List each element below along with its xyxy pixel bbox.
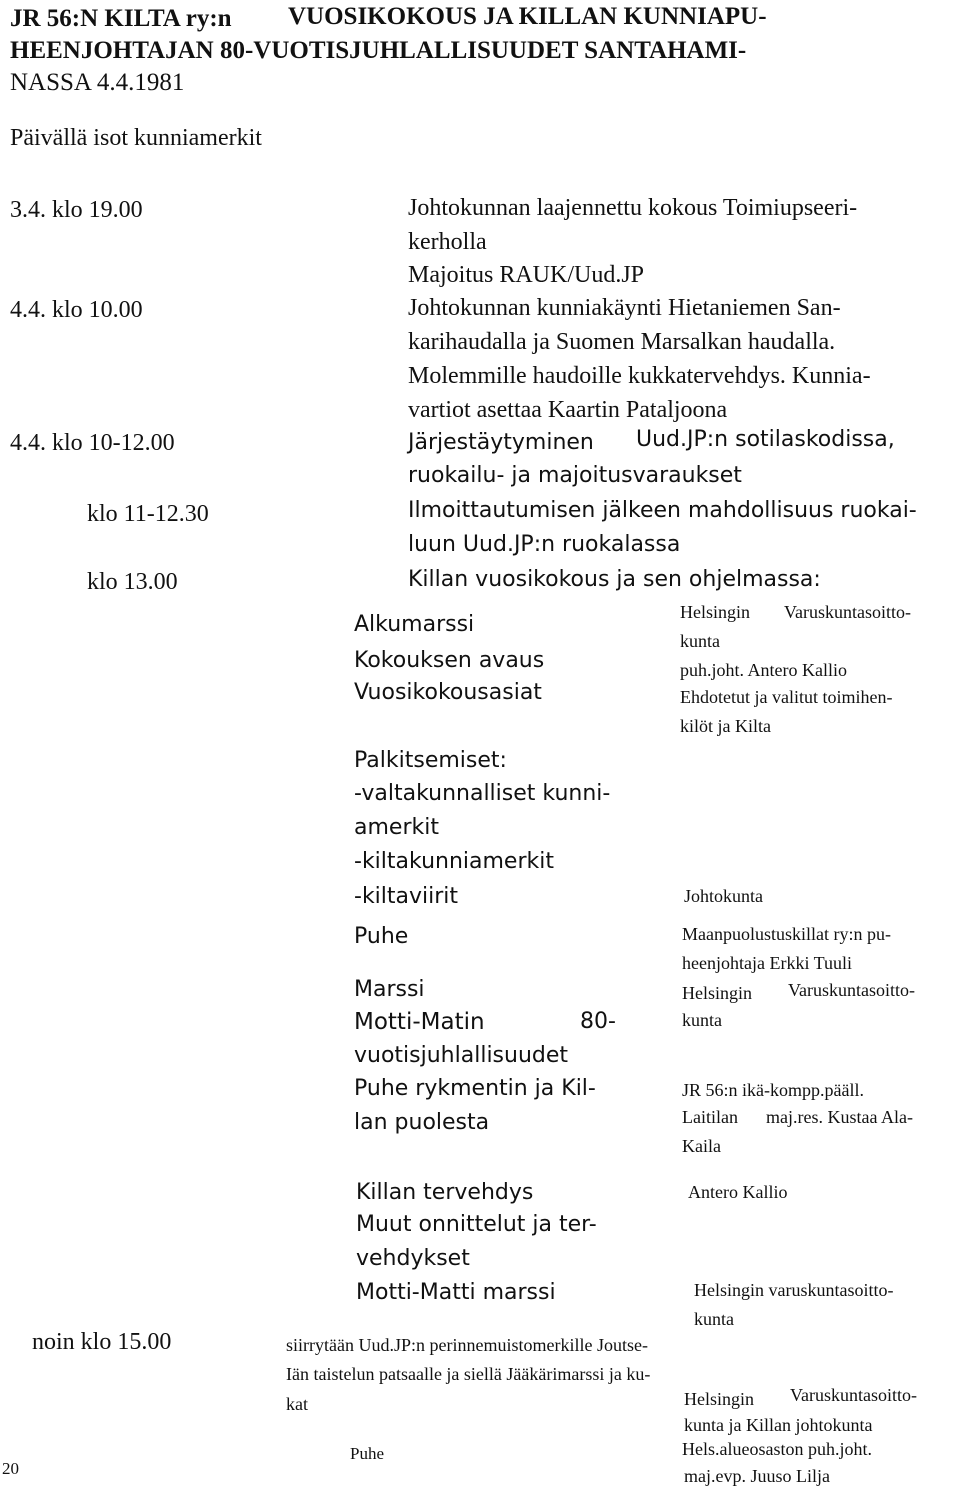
agenda-item: Muut onnittelut ja ter-: [356, 1212, 597, 1237]
agenda-item: Palkitsemiset:: [354, 748, 507, 773]
responsible-line: JR 56:n ikä-kompp.pääll.: [682, 1080, 864, 1100]
event-line-13: Killan vuosikokous ja sen ohjelmassa:: [408, 567, 821, 592]
time-2: 4.4. klo 10.00: [10, 297, 143, 323]
event-line-8: Järjestäytyminen: [408, 430, 594, 455]
event-line-6: Molemmille haudoille kukkatervehdys. Kunnia-: [408, 363, 871, 389]
title-line-3: NASSA 4.4.1981: [10, 69, 185, 96]
final-text-line: kat: [286, 1394, 308, 1414]
responsible-line: Helsingin: [682, 983, 752, 1003]
time-3: 4.4. klo 10-12.00: [10, 430, 175, 456]
agenda-item: Vuosikokousasiat: [354, 680, 542, 705]
responsible-line: kilöt ja Kilta: [680, 716, 771, 736]
agenda-item: -kiltaviirit: [354, 884, 459, 909]
responsible-line: kunta: [680, 631, 720, 651]
responsible-line: Varuskuntasoitto-: [784, 602, 911, 622]
agenda-item: Kokouksen avaus: [354, 648, 545, 673]
agenda-item: 80-: [580, 1009, 616, 1034]
event-line-7: vartiot asettaa Kaartin Pataljoona: [408, 397, 728, 423]
final-time: noin klo 15.00: [32, 1329, 172, 1355]
responsible-line: Laitilan: [682, 1107, 738, 1127]
responsible-line: Kaila: [682, 1136, 721, 1156]
final-resp-line: Varuskuntasoitto-: [790, 1385, 917, 1405]
agenda-item: Motti-Matti marssi: [356, 1280, 556, 1305]
agenda-item: -valtakunnalliset kunni-: [354, 781, 611, 806]
agenda-item: Marssi: [354, 977, 425, 1002]
final-text-line: siirrytään Uud.JP:n perinnemuistomerkille Joutse-: [286, 1335, 648, 1355]
responsible-line: Helsingin: [680, 602, 750, 622]
event-line-5: karihaudalla ja Suomen Marsalkan haudalla.: [408, 329, 836, 355]
responsible-line: Maanpuolustuskillat ry:n pu-: [682, 924, 891, 944]
final-speech-resp: maj.evp. Juuso Lilja: [684, 1466, 830, 1486]
responsible-line: Varuskuntasoitto-: [788, 980, 915, 1000]
event-line-11: Ilmoittautumisen jälkeen mahdollisuus ruokai-: [408, 498, 917, 523]
responsible-line: maj.res. Kustaa Ala-: [766, 1107, 913, 1127]
title-line-2: HEENJOHTAJAN 80-VUOTISJUHLALLISUUDET SANTAHAMI-: [10, 37, 747, 64]
agenda-item: amerkit: [354, 815, 439, 840]
responsible-line: Johtokunta: [684, 886, 763, 906]
event-line-9: Uud.JP:n sotilaskodissa,: [636, 427, 895, 452]
final-speech-resp: Hels.alueosaston puh.joht.: [682, 1439, 872, 1459]
time-4: klo 11-12.30: [87, 501, 209, 527]
agenda-item: vehdykset: [356, 1246, 470, 1271]
time-5: klo 13.00: [87, 569, 178, 595]
responsible-line: Ehdotetut ja valitut toimihen-: [680, 687, 893, 707]
event-line-1: Johtokunnan laajennettu kokous Toimiupseeri-: [408, 195, 858, 221]
agenda-item: Alkumarssi: [354, 612, 475, 637]
responsible-line: kunta: [682, 1010, 722, 1030]
agenda-item: vuotisjuhlallisuudet: [354, 1043, 569, 1068]
event-line-4: Johtokunnan kunniakäynti Hietaniemen San-: [408, 295, 841, 321]
club-name: JR 56:N KILTA ry:n: [10, 5, 232, 32]
agenda-item: Puhe rykmentin ja Kil-: [354, 1076, 596, 1101]
agenda-item: -kiltakunniamerkit: [354, 849, 554, 874]
page-number: 20: [2, 1459, 19, 1478]
title-line-1: VUOSIKOKOUS JA KILLAN KUNNIAPU-: [288, 3, 767, 30]
event-line-3: Majoitus RAUK/Uud.JP: [408, 262, 645, 288]
agenda-item: Puhe: [354, 924, 409, 949]
responsible-line: puh.joht. Antero Kallio: [680, 660, 847, 680]
responsible-line: kunta: [694, 1309, 734, 1329]
final-resp-line: Helsingin: [684, 1389, 754, 1409]
subtitle: Päivällä isot kunniamerkit: [10, 125, 262, 151]
event-line-10: ruokailu- ja majoitusvaraukset: [408, 463, 742, 488]
time-1: 3.4. klo 19.00: [10, 197, 143, 223]
responsible-line: Helsingin varuskuntasoitto-: [694, 1280, 894, 1300]
agenda-item: Motti-Matin: [354, 1009, 485, 1035]
agenda-item: lan puolesta: [354, 1110, 490, 1135]
responsible-line: heenjohtaja Erkki Tuuli: [682, 953, 852, 973]
final-resp-line: kunta ja Killan johtokunta: [684, 1415, 873, 1435]
event-line-12: luun Uud.JP:n ruokalassa: [408, 532, 681, 557]
responsible-line: Antero Kallio: [688, 1182, 788, 1202]
final-speech: Puhe: [350, 1444, 384, 1463]
agenda-item: Killan tervehdys: [356, 1180, 534, 1205]
final-text-line: Iän taistelun patsaalle ja siellä Jääkärimarssi ja ku-: [286, 1364, 651, 1384]
event-line-2: kerholla: [408, 229, 487, 255]
